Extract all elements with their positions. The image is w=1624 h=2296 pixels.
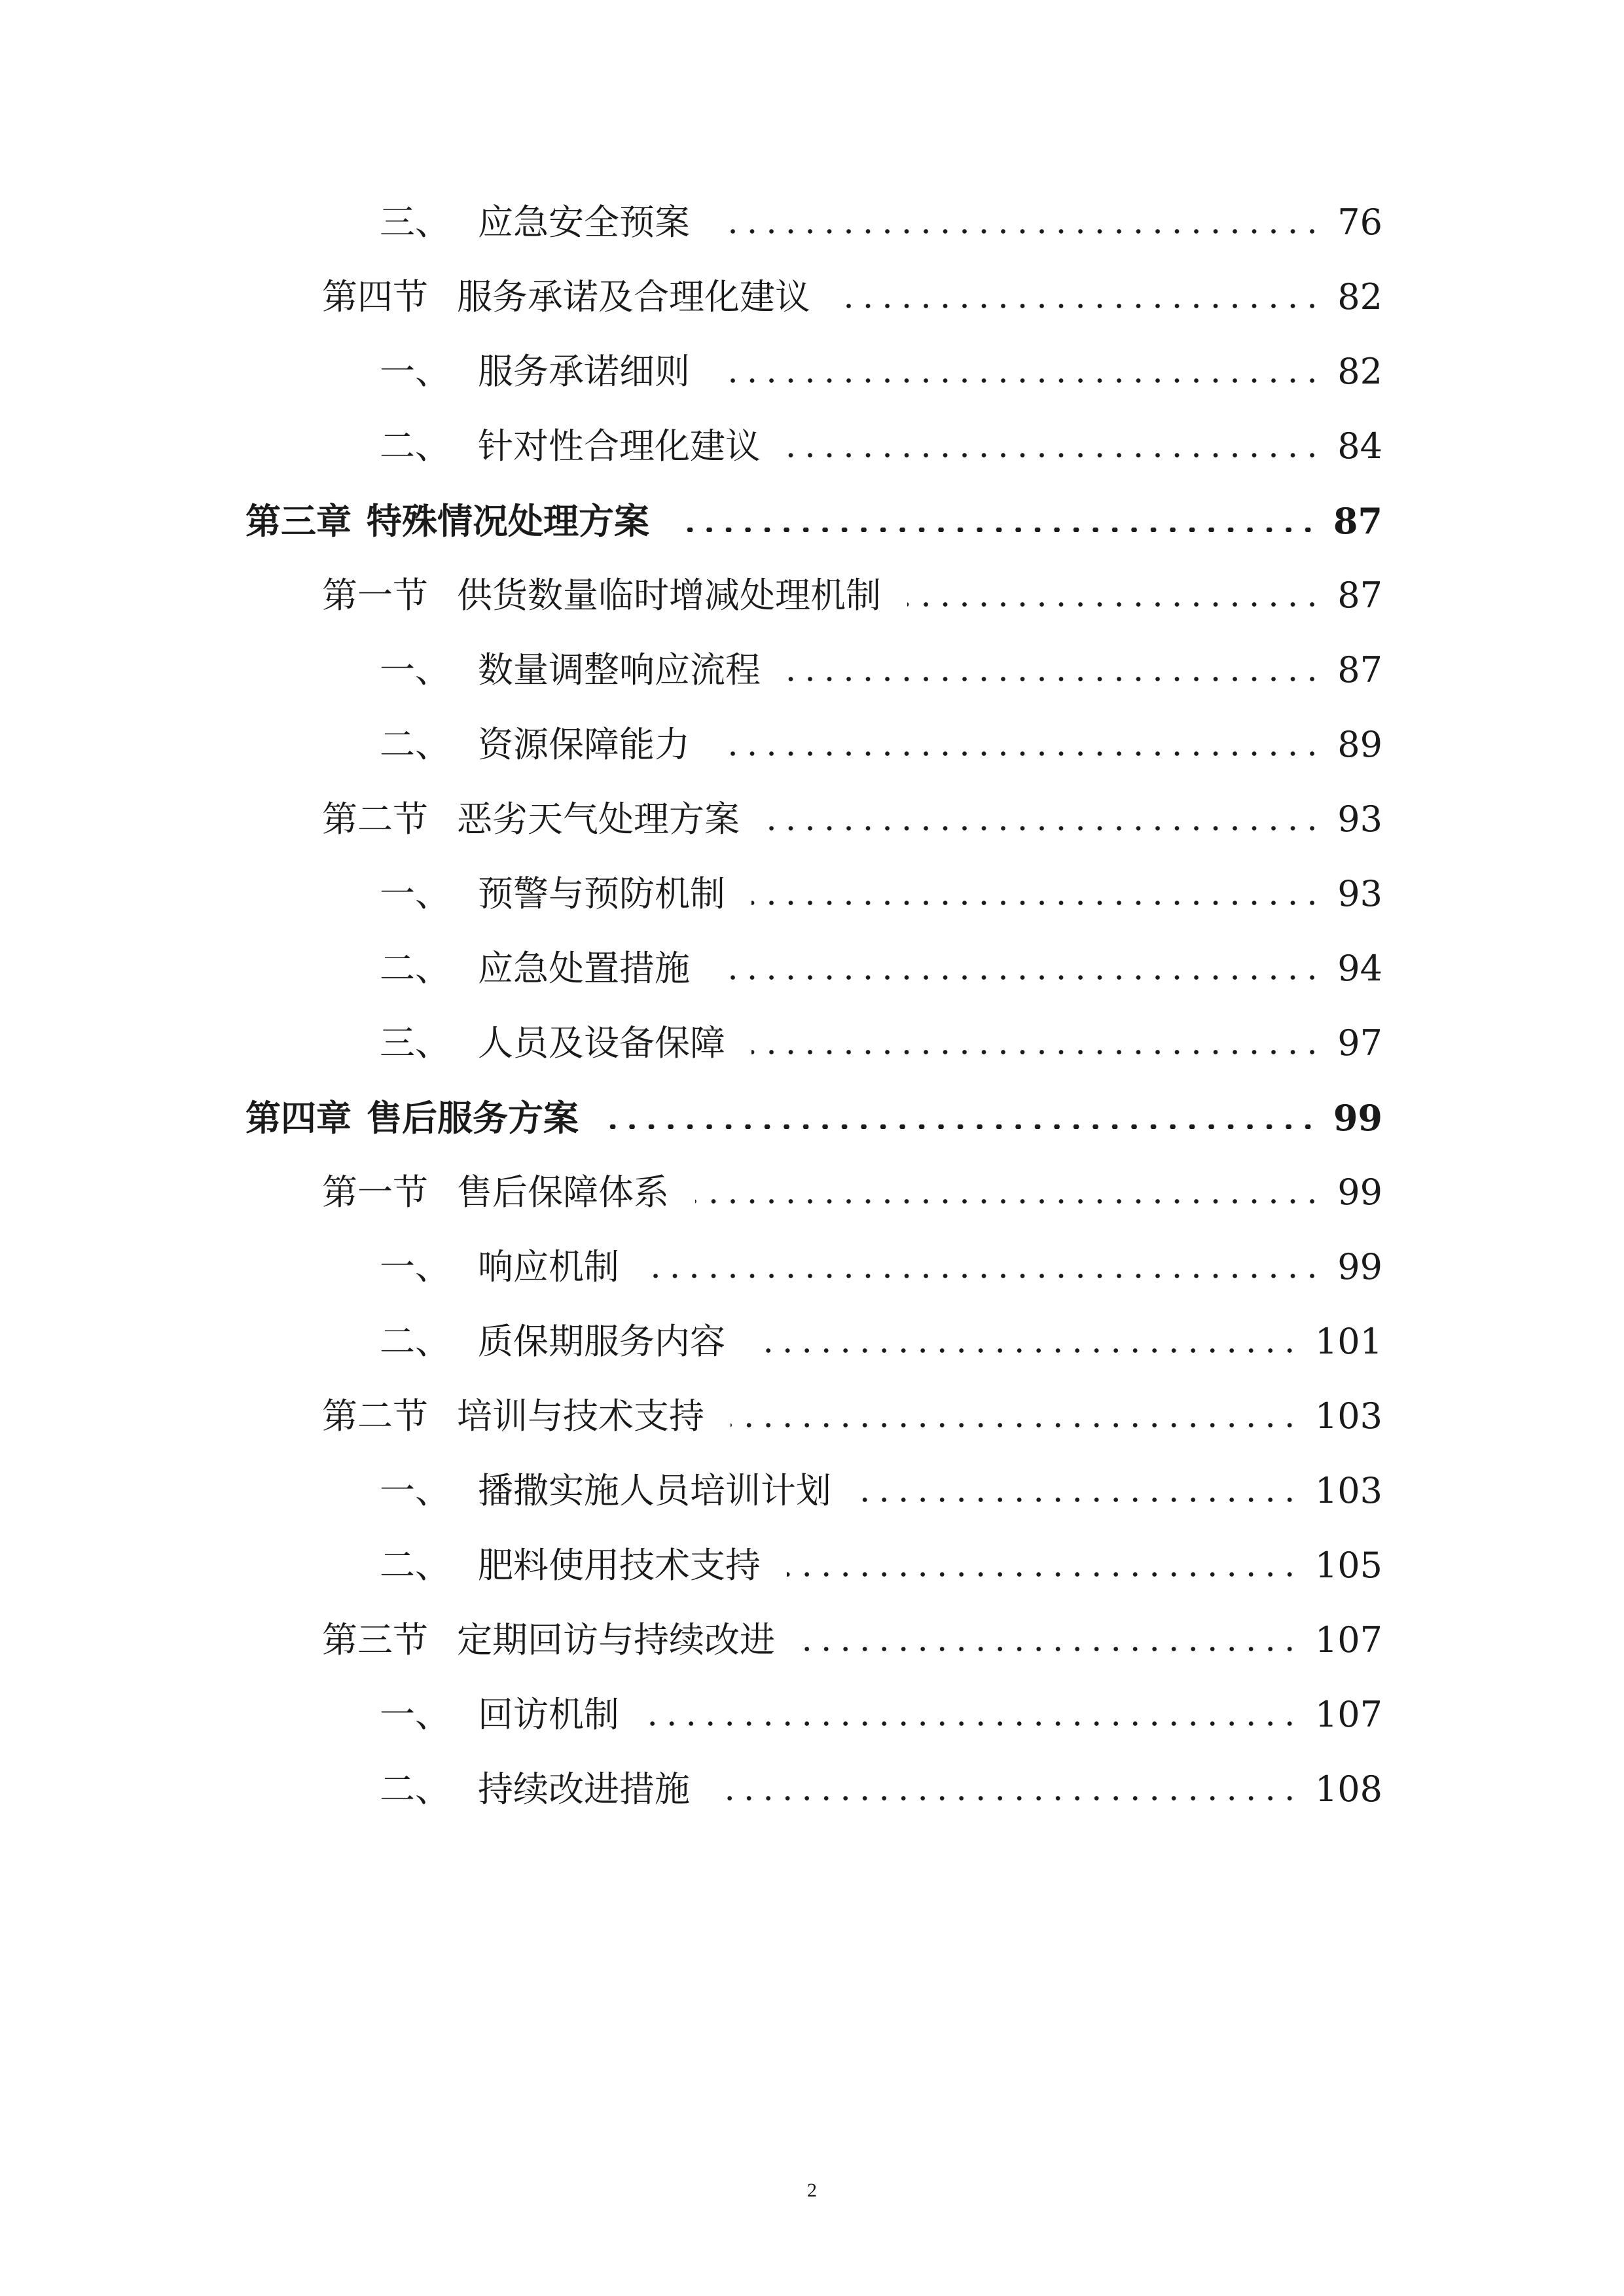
toc-dot-leader: [605, 1100, 1318, 1136]
toc-dot-leader: [716, 354, 1322, 389]
toc-dot-leader: [907, 578, 1322, 613]
toc-entry[interactable]: [322, 1155, 1382, 1230]
toc-dot-leader: [751, 1026, 1322, 1061]
toc-entry-title: 资源保障能力: [478, 724, 690, 765]
toc-entry-title: 数量调整响应流程: [478, 649, 761, 691]
toc-dot-leader: [716, 951, 1322, 986]
toc-entry-page: 103: [1314, 1470, 1382, 1511]
toc-entry-title: 回访机制: [478, 1694, 619, 1735]
toc-entry-page: 76: [1337, 202, 1382, 243]
toc-dot-leader: [837, 279, 1322, 315]
toc-entry[interactable]: [380, 1752, 1382, 1827]
toc-entry-page: 84: [1337, 425, 1382, 467]
toc-entry-number: 一、: [380, 1470, 450, 1511]
toc-entry-number: 第三章: [245, 500, 352, 542]
toc-entry[interactable]: [380, 1677, 1382, 1752]
toc-entry-number: 一、: [380, 1694, 450, 1735]
toc-entry-page: 99: [1337, 1246, 1382, 1287]
toc-entry[interactable]: [380, 708, 1382, 782]
toc-entry[interactable]: [322, 260, 1382, 334]
toc-entry-number: 第一节: [322, 575, 428, 616]
toc-dot-leader: [766, 802, 1322, 837]
toc-entry-number: 一、: [380, 351, 450, 392]
toc-entry-page: 108: [1314, 1768, 1382, 1810]
toc-entry[interactable]: [322, 1603, 1382, 1677]
toc-entry-title: 售后保障体系: [457, 1172, 669, 1213]
toc-dot-leader: [716, 727, 1322, 762]
toc-entry-chapter[interactable]: [245, 1081, 1382, 1155]
toc-entry-title: 应急安全预案: [478, 202, 690, 243]
toc-entry-title: 定期回访与持续改进: [457, 1619, 775, 1660]
toc-dot-leader: [801, 1623, 1299, 1658]
toc-entry-title: 肥料使用技术支持: [478, 1545, 761, 1586]
toc-entry-page: 105: [1314, 1545, 1382, 1586]
toc-entry-page: 93: [1337, 798, 1382, 840]
toc-entry-title: 供货数量临时增减处理机制: [457, 575, 881, 616]
toc-dot-leader: [731, 1399, 1299, 1434]
toc-entry-title: 服务承诺及合理化建议: [457, 276, 810, 317]
toc-entry-number: 第四章: [245, 1097, 352, 1139]
toc-entry-page: 97: [1337, 1022, 1382, 1064]
page-number: 2: [807, 2179, 817, 2201]
toc-dot-leader: [857, 1473, 1299, 1509]
toc-entry-page: 107: [1314, 1619, 1382, 1660]
toc-entry[interactable]: [380, 857, 1382, 931]
toc-entry-number: 三、: [380, 202, 450, 243]
toc-entry-page: 99: [1337, 1172, 1382, 1213]
toc-entry-title: 恶劣天气处理方案: [457, 798, 740, 840]
toc-entry-number: 二、: [380, 1321, 450, 1362]
toc-entry-number: 三、: [380, 1022, 450, 1064]
toc-entry[interactable]: [380, 633, 1382, 708]
toc-entry-page: 94: [1337, 948, 1382, 989]
toc-entry[interactable]: [322, 558, 1382, 633]
toc-entry-page: 87: [1337, 575, 1382, 616]
toc-dot-leader: [787, 1548, 1299, 1583]
toc-entry[interactable]: [380, 1006, 1382, 1081]
toc-entry[interactable]: [380, 334, 1382, 409]
toc-entry[interactable]: [380, 1454, 1382, 1528]
toc-entry-title: 响应机制: [478, 1246, 619, 1287]
toc-entry-number: 二、: [380, 1545, 450, 1586]
toc-dot-leader: [695, 1175, 1322, 1210]
toc-entry-page: 93: [1337, 873, 1382, 914]
toc-entry[interactable]: [322, 1379, 1382, 1454]
toc-entry-number: 一、: [380, 1246, 450, 1287]
toc-entry-title: 特殊情况处理方案: [367, 500, 649, 542]
toc-entry-page: 89: [1337, 724, 1382, 765]
toc-dot-leader: [787, 429, 1322, 464]
toc-dot-leader: [645, 1697, 1299, 1732]
toc-entry-number: 第四节: [322, 276, 428, 317]
toc-entry-number: 二、: [380, 425, 450, 467]
toc-entry-title: 质保期服务内容: [478, 1321, 725, 1362]
toc-entry-number: 第二节: [322, 1395, 428, 1437]
toc-entry[interactable]: [380, 1230, 1382, 1304]
toc-entry-page: 87: [1333, 500, 1382, 542]
toc-entry-page: 103: [1314, 1395, 1382, 1437]
toc-dot-leader: [676, 503, 1318, 539]
toc-entry-page: 82: [1337, 276, 1382, 317]
toc-entry[interactable]: [380, 931, 1382, 1006]
toc-entry[interactable]: [322, 782, 1382, 857]
toc-entry[interactable]: [380, 1528, 1382, 1603]
toc-entry[interactable]: [380, 1304, 1382, 1379]
toc-entry-number: 第三节: [322, 1619, 428, 1660]
toc-entry-page: 87: [1337, 649, 1382, 691]
toc-entry-title: 人员及设备保障: [478, 1022, 725, 1064]
toc-entry-number: 一、: [380, 873, 450, 914]
toc-entry[interactable]: [380, 409, 1382, 484]
toc-entry-number: 一、: [380, 649, 450, 691]
toc-entry-number: 二、: [380, 948, 450, 989]
toc-entry-title: 播撒实施人员培训计划: [478, 1470, 831, 1511]
toc-dot-leader: [787, 653, 1322, 688]
toc-entry-title: 针对性合理化建议: [478, 425, 761, 467]
toc-dot-leader: [751, 876, 1322, 912]
toc-entry-title: 持续改进措施: [478, 1768, 690, 1810]
toc-dot-leader: [716, 1772, 1299, 1807]
toc-entry-page: 82: [1337, 351, 1382, 392]
toc-entry-number: 第一节: [322, 1172, 428, 1213]
toc-dot-leader: [645, 1249, 1322, 1285]
toc-entry-number: 第二节: [322, 798, 428, 840]
toc-entry-number: 二、: [380, 724, 450, 765]
toc-dot-leader: [716, 205, 1322, 240]
toc-entry-page: 101: [1314, 1321, 1382, 1362]
toc-entry-title: 培训与技术支持: [457, 1395, 704, 1437]
toc-entry-title: 售后服务方案: [367, 1097, 579, 1139]
toc-entry-page: 107: [1314, 1694, 1382, 1735]
toc-entry-number: 二、: [380, 1768, 450, 1810]
toc-entry-title: 应急处置措施: [478, 948, 690, 989]
toc-entry-chapter[interactable]: [245, 484, 1382, 558]
toc-entry-page: 99: [1333, 1097, 1382, 1139]
toc-entry-title: 服务承诺细则: [478, 351, 690, 392]
toc-entry[interactable]: [380, 185, 1382, 260]
toc-entry-title: 预警与预防机制: [478, 873, 725, 914]
toc-dot-leader: [751, 1324, 1299, 1359]
